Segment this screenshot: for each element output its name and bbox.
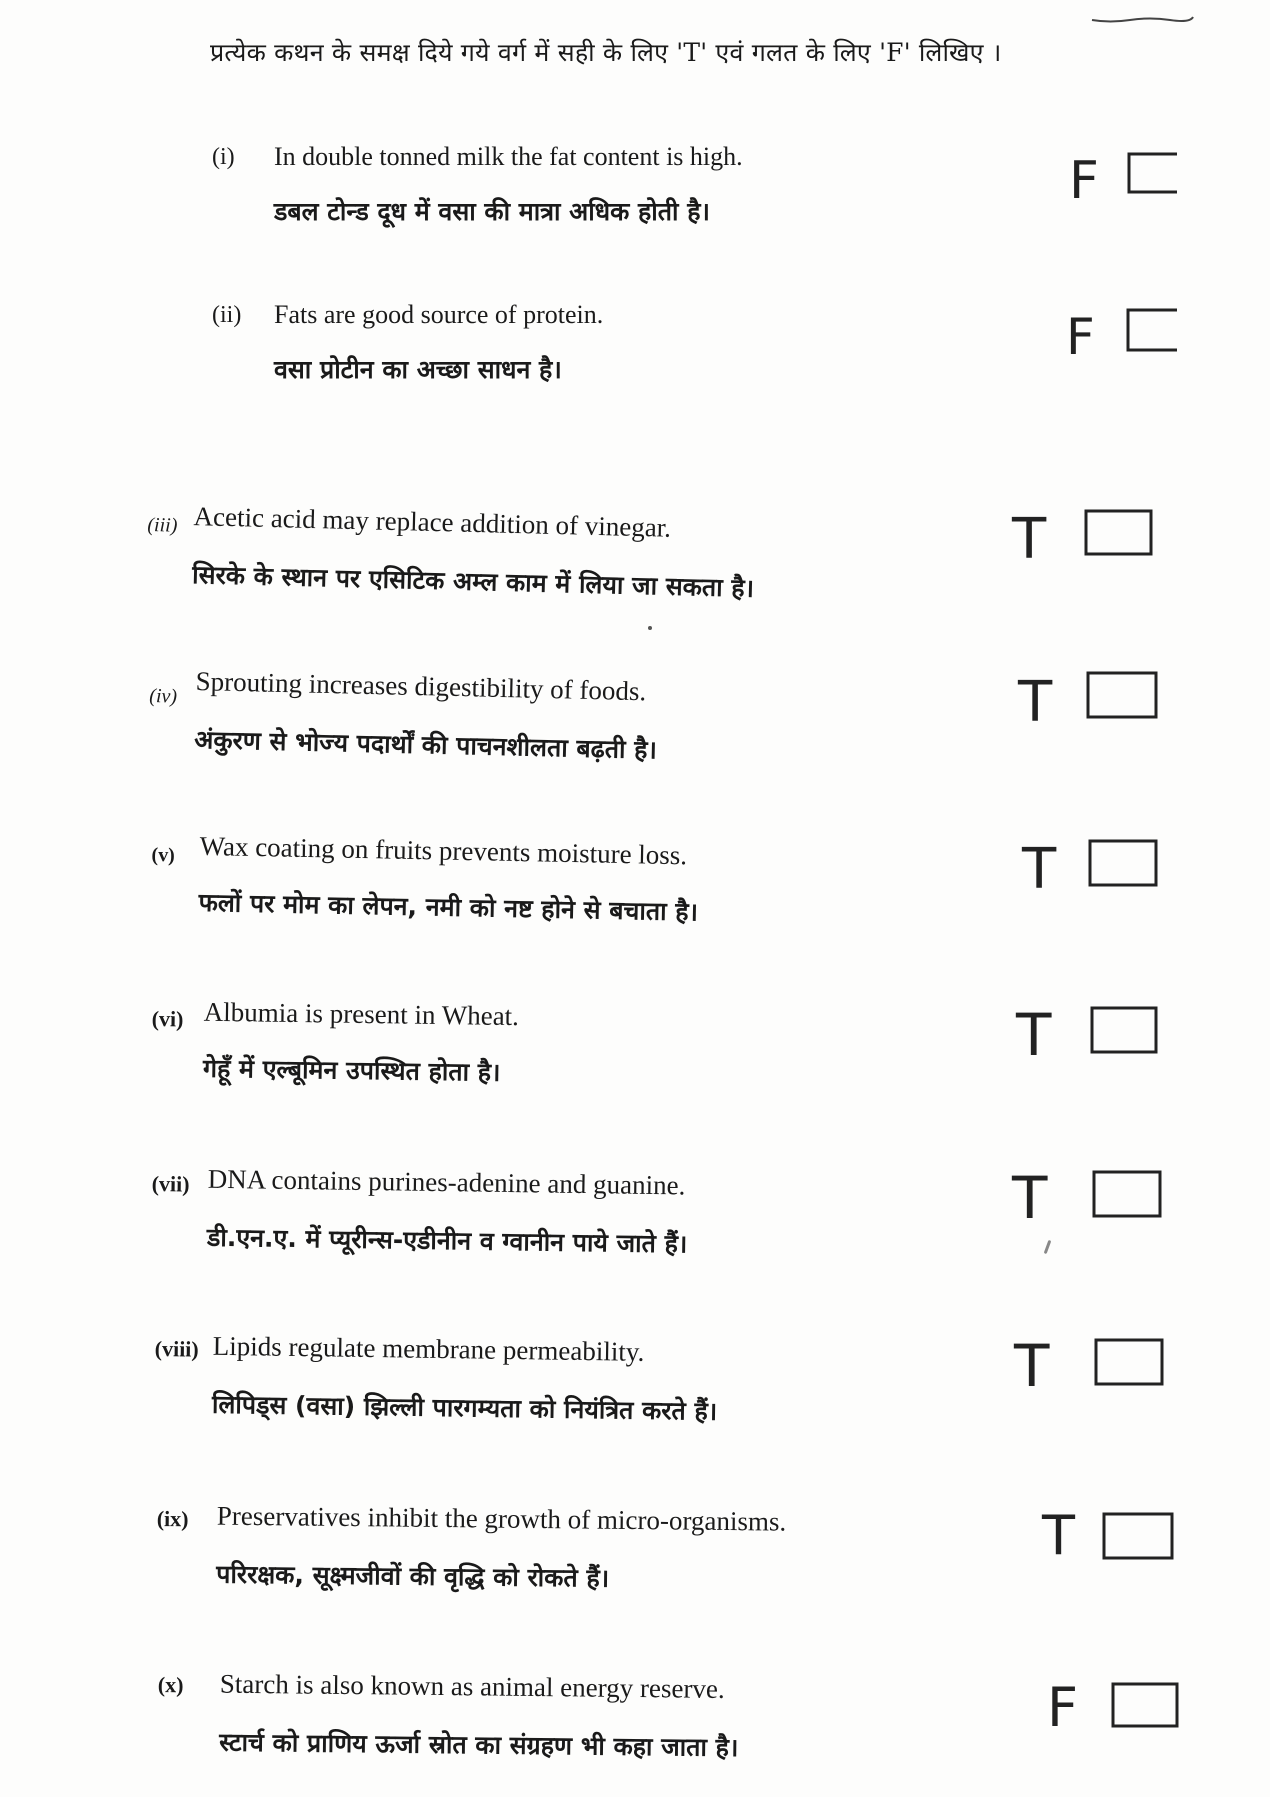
question-6	[151, 996, 1082, 1087]
answer-box-1[interactable]	[1065, 148, 1195, 208]
question-english: Albumia is present in Wheat.	[203, 996, 520, 1032]
question-hindi: डी.एन.ए. में प्यूरीन्स-एडीनीन व ग्वानीन पाये जाते हैं।	[206, 1222, 688, 1259]
question-number: (v)	[151, 843, 176, 867]
question-english: Lipids regulate membrane permeability.	[212, 1330, 645, 1367]
answer-box-10[interactable]	[1045, 1672, 1175, 1732]
handwritten-answer: T	[1012, 507, 1047, 565]
question-number: (ii)	[212, 302, 242, 328]
question-hindi: लिपिड्स (वसा) झिल्ली पारगम्यता को नियंत्रित करते हैं।	[211, 1389, 718, 1426]
question-english: In double tonned milk the fat content is high.	[274, 142, 743, 171]
answer-box-4[interactable]	[1014, 668, 1144, 728]
instruction-text: प्रत्येक कथन के समक्ष दिये गये वर्ग में सही के लिए 'T' एवं गलत के लिए 'F' लिखिए ।	[210, 38, 1002, 67]
question-english: Fats are good source of protein.	[274, 300, 604, 329]
answer-box-3[interactable]	[1008, 505, 1138, 565]
question-hindi: डबल टोन्ड दूध में वसा की मात्रा अधिक होती है।	[274, 197, 710, 226]
question-3	[147, 500, 1078, 603]
question-8	[154, 1330, 1085, 1426]
question-hindi: गेहूँ में एल्बूमिन उपस्थित होता है।	[202, 1053, 501, 1087]
answer-box-7[interactable]	[1008, 1162, 1138, 1222]
answer-box-6[interactable]	[1012, 1000, 1142, 1060]
answer-box-8[interactable]	[1010, 1330, 1140, 1390]
handwritten-answer: F	[1066, 308, 1095, 362]
question-english: Preservatives inhibit the growth of micro-organisms.	[216, 1500, 787, 1537]
question-english: Sprouting increases digestibility of foods.	[195, 666, 647, 707]
question-number: (vi)	[151, 1005, 184, 1032]
handwritten-answer: T	[1042, 1504, 1075, 1564]
handwritten-answer: T	[1018, 670, 1053, 728]
question-hindi: स्टार्च को प्राणिय ऊर्जा स्रोत का संग्रहण भी कहा जाता है।	[219, 1727, 739, 1763]
question-number: (viii)	[154, 1335, 199, 1362]
question-english: Wax coating on fruits prevents moisture loss.	[199, 830, 688, 871]
question-number: (x)	[157, 1671, 184, 1698]
question-number: (vii)	[151, 1170, 190, 1197]
answer-box-9[interactable]	[1040, 1502, 1170, 1562]
question-7	[151, 1163, 1082, 1259]
question-number: (iii)	[147, 513, 178, 537]
question-hindi: परिरक्षक, सूक्ष्मजीवों की वृद्धि को रोकते हैं।	[216, 1559, 610, 1593]
top-corner-scribble	[1090, 14, 1195, 24]
answer-box-2[interactable]	[1062, 302, 1192, 362]
question-hindi: सिरके के स्थान पर एसिटिक अम्ल काम में लिया जा सकता है।	[191, 560, 755, 603]
answer-box-5[interactable]	[1018, 835, 1148, 895]
question-english: Starch is also known as animal energy reserve.	[219, 1668, 725, 1704]
question-4	[149, 665, 1080, 765]
question-hindi: अंकुरण से भोज्य पदार्थों की पाचनशीलता बढ़ती है।	[193, 725, 658, 765]
question-english: DNA contains purines-adenine and guanine.	[207, 1163, 686, 1201]
speck	[1044, 1240, 1052, 1254]
question-hindi: फलों पर मोम का लेपन, नमी को नष्ट होने से बचाता है।	[198, 887, 699, 927]
handwritten-answer: T	[1012, 1164, 1048, 1224]
handwritten-answer: F	[1069, 151, 1099, 208]
question-number: (iv)	[149, 684, 178, 708]
question-english: Acetic acid may replace addition of vinegar.	[193, 501, 672, 543]
handwritten-answer: T	[1016, 1001, 1052, 1060]
handwritten-answer: T	[1014, 1332, 1050, 1392]
handwritten-answer: T	[1022, 837, 1057, 895]
question-5	[151, 830, 1082, 927]
question-number: (i)	[212, 144, 235, 170]
handwritten-answer: F	[1047, 1676, 1079, 1734]
question-number: (ix)	[156, 1505, 189, 1532]
question-10	[157, 1668, 1088, 1763]
question-hindi: वसा प्रोटीन का अच्छा साधन है।	[274, 355, 562, 384]
question-9	[156, 1500, 1087, 1593]
speck	[648, 626, 652, 630]
